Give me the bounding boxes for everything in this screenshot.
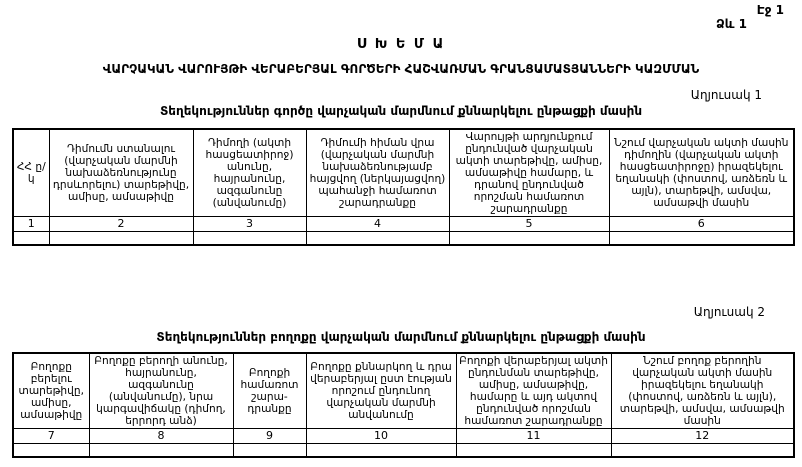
table2-colnum-8: 8 — [89, 429, 233, 444]
page-number-label: Էջ 1 — [756, 3, 784, 17]
table2-header-col11: Բողոքի վերաբերյալ ակտի ընդունման տարեթիվը, ամիսը, ամսաթիվը, համարը և այդ ակտով ընդունված որոշման համառոտ շարադրանքը — [456, 353, 611, 429]
table1-label: Աղյուսակ 1 — [690, 88, 762, 102]
schema-heading: Ս Խ Ե Մ Ա — [356, 37, 446, 52]
table2-header-col12: Նշում բողոք բերողին վարչական ակտի մասին իրազեկելու եղանակի (փոստով, առձեռն և այլն), տարեթվի, ամսվա, ամսաթվի մասին — [611, 353, 794, 429]
table1-caption: Տեղեկություններ գործը վարչական մարմնում քննարկելու ընթացքի մասին — [159, 104, 643, 118]
table1-empty-cell — [49, 232, 193, 245]
table1-header-row — [13, 129, 794, 217]
table2-empty-cell — [13, 444, 89, 457]
table2-empty-cell — [89, 444, 233, 457]
table2-empty-cell — [611, 444, 794, 457]
table2-empty-row — [13, 444, 794, 457]
table2-header-row — [13, 353, 794, 429]
table1-header-col2: Դիմումն ստանալու (վարչական մարմնի նախաձեռնությունը դրսևորելու) տարեթիվը, ամիսը, ամսաթիվը — [49, 129, 193, 217]
table2-colnum-11: 11 — [456, 429, 611, 444]
table1-empty-cell — [13, 232, 49, 245]
table1-empty-cell — [306, 232, 449, 245]
table2-colnum-10: 10 — [306, 429, 456, 444]
table2-number-row — [13, 429, 794, 444]
table1-colnum-1: 1 — [13, 217, 49, 232]
table2-header-col9: Բողոքի համառոտ շարա- դրանքը — [233, 353, 306, 429]
table2-header-col8: Բողոքը բերողի անունը, հայրանունը, ազգանունը (անվանումը), նրա կարգավիճակը (դիմող, երրորդ անձ) — [89, 353, 233, 429]
table2 — [12, 352, 795, 458]
document-title: ՎԱՐՉԱԿԱՆ ՎԱՐՈՒՅԹԻ ՎԵՐԱԲԵՐՅԱԼ ԳՈՐԾԵՐԻ ՀԱՇՎԱՌՄԱՆ ԳՐԱՆՑԱՄԱՏՅԱՆՆԵՐԻ ԿԱԶՄՄԱՆ — [102, 62, 700, 76]
table2-empty-cell — [456, 444, 611, 457]
table1-header-col4: Դիմումի հիման վրա (վարչական մարմնի նախաձեռնությամբ հայցվող (ներկայացվող) պահանջի համառոտ շարադրանքը — [306, 129, 449, 217]
table2-empty-cell — [233, 444, 306, 457]
table1-number-row — [13, 217, 794, 232]
table2-colnum-7: 7 — [13, 429, 89, 444]
table1-colnum-4: 4 — [306, 217, 449, 232]
table1-colnum-3: 3 — [193, 217, 306, 232]
table2-caption: Տեղեկություններ բողոքը վարչական մարմնում քննարկելու ընթացքի մասին — [156, 330, 646, 344]
table1-colnum-6: 6 — [609, 217, 794, 232]
table2-header-col10: Բողոքը քննարկող և դրա վերաբերյալ ըստ էության որոշում ընդունող վարչական մարմնի անվանումը — [306, 353, 456, 429]
table1 — [12, 128, 795, 246]
table1-header-col3: Դիմողի (ակտի հասցեատիրոջ) անունը, հայրանունը, ազգանունը (անվանումը) — [193, 129, 306, 217]
table1-empty-row — [13, 232, 794, 245]
table1-empty-cell — [193, 232, 306, 245]
table1-colnum-5: 5 — [449, 217, 609, 232]
form-number-label: Ձև 1 — [715, 17, 747, 31]
table2-label: Աղյուսակ 2 — [693, 305, 765, 319]
table1-header-col6: Նշում վարչական ակտի մասին դիմողին (վարչական ակտի հասցեատիրոջը) իրազեկելու եղանակի (փոստով, առձեռն և այլն), տարեթվի, ամսվա, ամսաթվի մասին — [609, 129, 794, 217]
table2-empty-cell — [306, 444, 456, 457]
table1-header-col5: Վարույթի արդյունքում ընդունված վարչական ակտի տարեթիվը, ամիսը, ամսաթիվը համարը, և դրանով ընդունված որոշման համառոտ շարադրանքը — [449, 129, 609, 217]
table1-empty-cell — [449, 232, 609, 245]
table1-header-col1: ՀՀ ը/կ — [13, 129, 49, 217]
table1-colnum-2: 2 — [49, 217, 193, 232]
table2-header-col7: Բողոքը բերելու տարեթիվը, ամիսը, ամսաթիվը — [13, 353, 89, 429]
table1-empty-cell — [609, 232, 794, 245]
table2-colnum-9: 9 — [233, 429, 306, 444]
table2-colnum-12: 12 — [611, 429, 794, 444]
